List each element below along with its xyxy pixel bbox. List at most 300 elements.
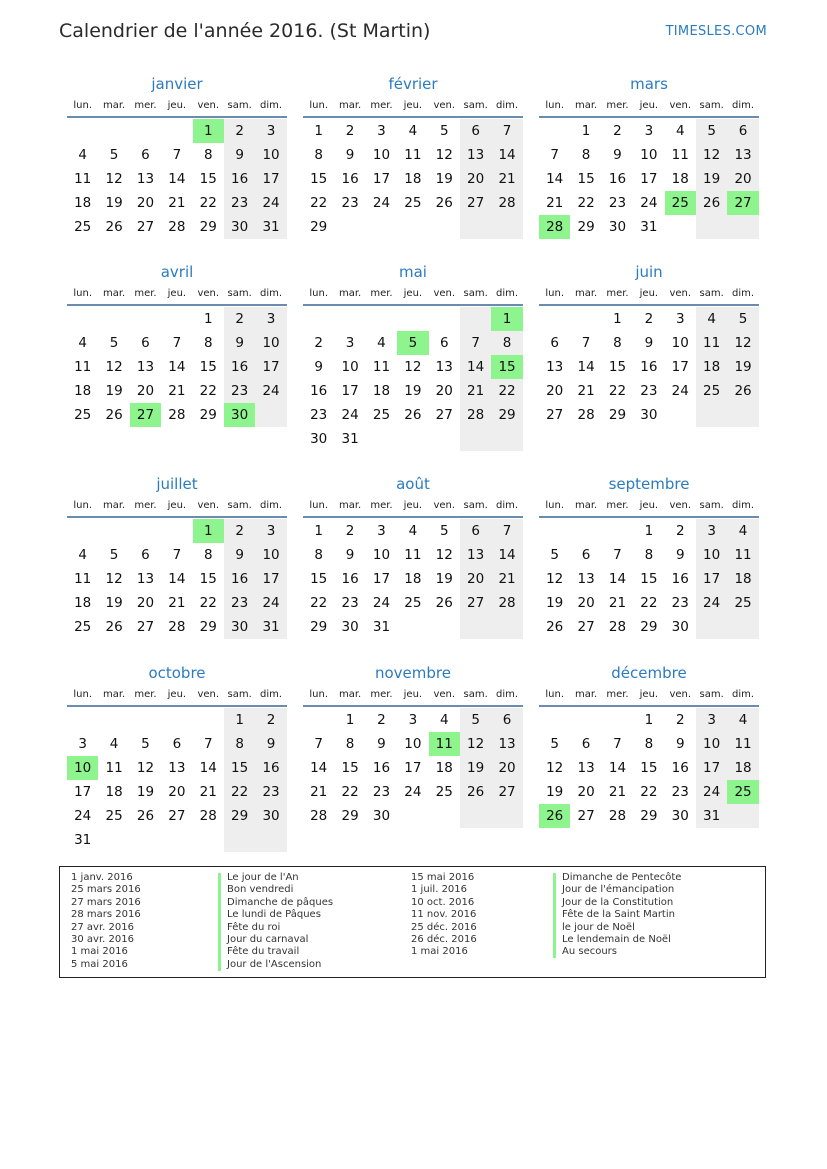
legend-item: 27 avr. 2016 [71,921,134,933]
day-cell: 16 [224,167,255,191]
empty-cell [727,403,758,427]
day-cell: 17 [255,355,286,379]
day-cell: 7 [550,147,559,163]
weekday-header [67,284,287,306]
day-grid [303,519,523,639]
legend-item: 28 mars 2016 [71,909,141,921]
day-cell: 29 [341,808,359,824]
day-cell: 26 [460,780,491,804]
legend-item: Fête du travail [227,946,300,958]
weekday-label: ven. [197,288,220,299]
day-cell: 4 [696,307,727,331]
day-cell: 26 [727,379,758,403]
day-cell: 10 [255,543,286,567]
weekday-header [539,685,759,707]
empty-cell [460,307,491,331]
empty-cell [130,307,161,331]
day-cell: 20 [491,756,522,780]
weekday-label: mar. [338,100,362,111]
day-cell: 6 [141,547,150,563]
legend-item: 10 oct. 2016 [411,896,475,908]
day-cell: 6 [172,736,182,752]
day-cell: 21 [310,784,328,800]
day-cell: 18 [727,567,758,591]
weekday-label: mer. [370,689,393,700]
empty-cell [130,119,161,143]
day-cell: 2 [224,119,255,143]
day-cell: 7 [460,331,491,355]
day-cell: 23 [310,407,328,423]
day-cell: 2 [675,712,685,728]
day-cell: 5 [439,123,449,139]
day-cell: 24 [404,784,422,800]
day-cell: 4 [439,712,449,728]
day-cell: 16 [640,359,658,375]
day-cell: 19 [727,355,758,379]
day-cell: 6 [727,119,758,143]
day-cell: 23 [640,383,658,399]
legend-dates-right [411,872,477,959]
weekday-header [539,284,759,306]
weekday-label: jeu. [403,288,423,299]
day-cell: 9 [224,543,255,567]
day-cell: 16 [310,383,328,399]
empty-cell [570,307,601,331]
weekday-label: jeu. [167,100,187,111]
day-grid [67,307,287,427]
day-cell: 13 [546,359,564,375]
day-cell: 31 [255,215,286,239]
day-cell: 23 [372,784,391,800]
weekday-label: sam. [227,689,252,700]
weekday-label: ven. [669,100,692,111]
holiday-day-cell: 27 [727,191,758,215]
weekday-label: mer. [134,288,157,299]
day-cell: 8 [345,736,355,752]
empty-cell [67,708,98,732]
day-cell: 7 [172,335,182,351]
weekday-label: dim. [496,288,519,299]
legend-item: Fête de la Saint Martin [562,909,675,921]
day-cell: 12 [105,359,123,375]
day-cell: 26 [435,195,453,211]
empty-cell [727,615,758,639]
day-cell: 12 [460,732,491,756]
day-cell: 18 [435,760,453,776]
day-cell: 23 [608,195,627,211]
day-cell: 15 [608,359,627,375]
weekday-label: ven. [197,689,220,700]
day-cell: 17 [671,359,689,375]
day-cell: 26 [435,595,453,611]
day-cell: 18 [372,383,391,399]
day-cell: 18 [671,171,689,187]
day-cell: 3 [255,519,286,543]
day-cell: 20 [546,383,564,399]
day-cell: 18 [696,355,727,379]
day-cell: 13 [577,571,595,587]
day-cell: 26 [105,219,123,235]
empty-cell [539,519,570,543]
month-block [303,72,523,239]
day-cell: 2 [255,708,286,732]
day-cell: 16 [608,171,627,187]
weekday-label: jeu. [639,500,659,511]
day-cell: 7 [581,335,591,351]
legend-item: Dimanche de pâques [227,896,334,908]
weekday-label: lun. [73,689,93,700]
empty-cell [397,427,428,451]
weekday-header [303,685,523,707]
day-cell: 25 [404,195,422,211]
empty-cell [98,708,129,732]
day-cell: 30 [341,619,359,635]
day-cell: 27 [136,219,155,235]
empty-cell [255,403,286,427]
month-block [539,72,759,239]
weekday-label: dim. [496,689,519,700]
day-grid [539,119,759,239]
day-cell: 7 [203,736,213,752]
day-cell: 16 [224,567,255,591]
day-cell: 28 [608,808,627,824]
day-cell: 8 [203,547,213,563]
day-cell: 27 [546,407,564,423]
holiday-day-cell: 30 [224,403,255,427]
weekday-label: mer. [370,288,393,299]
legend-names-left [227,872,333,971]
legend-item: Jour du carnaval [227,933,309,945]
day-cell: 19 [696,167,727,191]
month-name: avril [160,263,194,281]
month-block [303,661,523,828]
day-cell: 13 [136,571,155,587]
day-cell: 15 [577,171,595,187]
legend-item: 11 nov. 2016 [411,909,477,921]
day-cell: 20 [460,567,491,591]
day-cell: 12 [136,760,155,776]
legend-item: 25 déc. 2016 [411,921,477,933]
weekday-label: ven. [433,500,456,511]
day-cell: 4 [78,335,87,351]
day-cell: 30 [310,431,328,447]
day-cell: 6 [550,335,559,351]
day-cell: 1 [224,708,255,732]
empty-cell [491,804,522,828]
weekday-label: mer. [606,288,629,299]
day-cell: 13 [577,760,595,776]
day-cell: 23 [671,784,689,800]
day-cell: 10 [341,359,359,375]
weekday-label: mer. [134,689,157,700]
day-cell: 21 [546,195,564,211]
empty-cell [460,215,491,239]
day-cell: 7 [172,147,182,163]
day-cell: 29 [640,808,658,824]
day-cell: 16 [341,171,359,187]
day-cell: 21 [168,383,186,399]
day-cell: 14 [199,760,217,776]
weekday-header [539,496,759,518]
day-cell: 13 [727,143,758,167]
weekday-label: lun. [309,100,329,111]
day-cell: 5 [696,119,727,143]
day-cell: 22 [310,595,328,611]
day-cell: 11 [404,547,422,563]
day-cell: 19 [546,595,564,611]
day-cell: 23 [341,595,359,611]
holiday-day-cell: 15 [491,355,522,379]
day-cell: 10 [404,736,422,752]
day-cell: 11 [671,147,689,163]
weekday-label: mer. [370,100,393,111]
weekday-label: mer. [606,100,629,111]
day-cell: 23 [224,379,255,403]
empty-cell [98,119,129,143]
empty-cell [397,615,428,639]
day-cell: 16 [372,760,391,776]
month-block [67,661,287,852]
weekday-label: mer. [370,500,393,511]
day-cell: 25 [435,784,453,800]
weekday-label: jeu. [167,288,187,299]
legend-dates-left [71,872,141,971]
day-cell: 14 [546,171,564,187]
day-cell: 28 [577,407,595,423]
month-name: septembre [608,475,690,493]
day-cell: 12 [435,147,453,163]
day-cell: 18 [404,171,422,187]
day-cell: 1 [581,123,591,139]
weekday-label: lun. [545,689,565,700]
day-cell: 30 [372,808,391,824]
month-name: janvier [151,75,203,93]
day-cell: 28 [608,619,627,635]
day-cell: 5 [460,708,491,732]
month-name: novembre [375,664,451,682]
empty-cell [429,307,460,331]
day-cell: 15 [199,571,217,587]
weekday-label: lun. [309,689,329,700]
day-cell: 15 [199,171,217,187]
day-cell: 12 [105,571,123,587]
day-cell: 13 [491,732,522,756]
day-cell: 2 [224,519,255,543]
day-cell: 25 [74,219,92,235]
legend-item: 25 mars 2016 [71,884,141,896]
day-cell: 24 [255,591,286,615]
empty-cell [570,519,601,543]
weekday-label: dim. [260,100,283,111]
month-name: février [388,75,438,93]
day-cell: 13 [168,760,186,776]
day-cell: 3 [408,712,418,728]
weekday-label: dim. [732,100,755,111]
weekday-label: lun. [73,100,93,111]
weekday-label: sam. [699,500,724,511]
day-cell: 28 [491,191,522,215]
day-cell: 7 [613,736,622,752]
day-cell: 20 [577,595,595,611]
day-cell: 2 [613,123,622,139]
day-cell: 15 [310,571,328,587]
day-cell: 16 [671,571,689,587]
holiday-legend [59,866,766,978]
day-cell: 14 [460,355,491,379]
day-cell: 21 [460,379,491,403]
day-cell: 2 [675,523,685,539]
day-cell: 3 [255,119,286,143]
holiday-day-cell: 10 [67,756,98,780]
legend-item: 27 mars 2016 [71,896,141,908]
day-cell: 14 [310,760,328,776]
day-cell: 11 [727,543,758,567]
day-cell: 29 [199,619,217,635]
legend-item: Jour de la Constitution [562,896,674,908]
empty-cell [539,119,570,143]
legend-item: 1 juil. 2016 [411,884,468,896]
day-cell: 31 [74,832,92,848]
day-cell: 20 [435,383,453,399]
day-cell: 24 [640,195,658,211]
empty-cell [161,119,192,143]
day-cell: 12 [546,760,564,776]
day-cell: 20 [168,784,186,800]
legend-item: 26 déc. 2016 [411,933,477,945]
day-cell: 18 [74,383,92,399]
day-cell: 17 [255,167,286,191]
month-name: juin [635,263,663,281]
day-cell: 31 [640,219,658,235]
day-cell: 22 [640,595,658,611]
day-cell: 10 [255,331,286,355]
empty-cell [429,615,460,639]
empty-cell [130,519,161,543]
weekday-label: mar. [338,689,362,700]
weekday-header [67,96,287,118]
day-cell: 20 [136,383,155,399]
day-cell: 29 [577,219,595,235]
day-cell: 4 [727,708,758,732]
day-cell: 8 [224,732,255,756]
day-cell: 9 [675,547,685,563]
day-cell: 14 [608,571,627,587]
weekday-label: sam. [463,100,488,111]
day-cell: 5 [727,307,758,331]
day-cell: 20 [136,195,155,211]
day-cell: 31 [696,804,727,828]
day-cell: 8 [203,147,213,163]
day-cell: 14 [168,571,186,587]
empty-cell [98,828,129,852]
day-cell: 2 [345,523,355,539]
weekday-label: mer. [134,500,157,511]
day-cell: 22 [199,595,217,611]
day-cell: 24 [255,191,286,215]
weekday-label: mer. [606,689,629,700]
day-cell: 9 [644,335,654,351]
day-cell: 30 [640,407,658,423]
day-cell: 22 [577,195,595,211]
legend-item: 1 mai 2016 [71,946,128,958]
day-cell: 21 [168,595,186,611]
day-cell: 24 [74,808,92,824]
day-cell: 15 [224,756,255,780]
weekday-label: dim. [732,500,755,511]
day-grid [303,119,523,239]
month-block [303,472,523,639]
empty-cell [429,804,460,828]
day-cell: 20 [136,595,155,611]
day-cell: 24 [372,195,391,211]
weekday-label: dim. [732,288,755,299]
day-cell: 17 [341,383,359,399]
day-cell: 29 [224,804,255,828]
day-cell: 19 [460,756,491,780]
weekday-label: mar. [102,288,126,299]
legend-item: 15 mai 2016 [411,872,475,883]
day-cell: 10 [671,335,689,351]
weekday-label: sam. [699,689,724,700]
day-cell: 31 [372,619,391,635]
weekday-label: jeu. [403,689,423,700]
day-grid [67,708,287,852]
day-cell: 26 [105,407,123,423]
day-cell: 29 [491,403,522,427]
day-grid [539,708,759,828]
day-cell: 10 [372,547,391,563]
empty-cell [460,804,491,828]
day-cell: 24 [255,379,286,403]
day-cell: 25 [372,407,391,423]
empty-cell [665,215,696,239]
day-cell: 16 [671,760,689,776]
weekday-label: jeu. [639,288,659,299]
empty-cell [334,215,365,239]
day-cell: 5 [109,147,119,163]
weekday-label: jeu. [403,100,423,111]
legend-item: Au secours [562,946,617,958]
day-cell: 13 [136,359,155,375]
day-cell: 6 [460,119,491,143]
day-cell: 1 [203,311,213,327]
empty-cell [397,804,428,828]
empty-cell [491,615,522,639]
day-cell: 15 [310,171,328,187]
day-grid [303,708,523,828]
day-cell: 21 [491,167,522,191]
empty-cell [67,519,98,543]
day-cell: 16 [255,756,286,780]
day-cell: 3 [255,307,286,331]
legend-item: le jour de Noël [562,921,635,933]
day-cell: 8 [581,147,591,163]
weekday-label: lun. [309,288,329,299]
day-cell: 24 [671,383,689,399]
day-cell: 3 [675,311,685,327]
brand-link[interactable]: TIMESLES.COM [665,24,767,39]
day-cell: 29 [199,219,217,235]
month-block [539,661,759,828]
day-cell: 9 [345,147,355,163]
day-cell: 23 [224,191,255,215]
holiday-day-cell: 25 [665,191,696,215]
empty-cell [429,427,460,451]
empty-cell [67,307,98,331]
day-cell: 12 [435,547,453,563]
day-cell: 11 [727,732,758,756]
day-cell: 8 [203,335,213,351]
